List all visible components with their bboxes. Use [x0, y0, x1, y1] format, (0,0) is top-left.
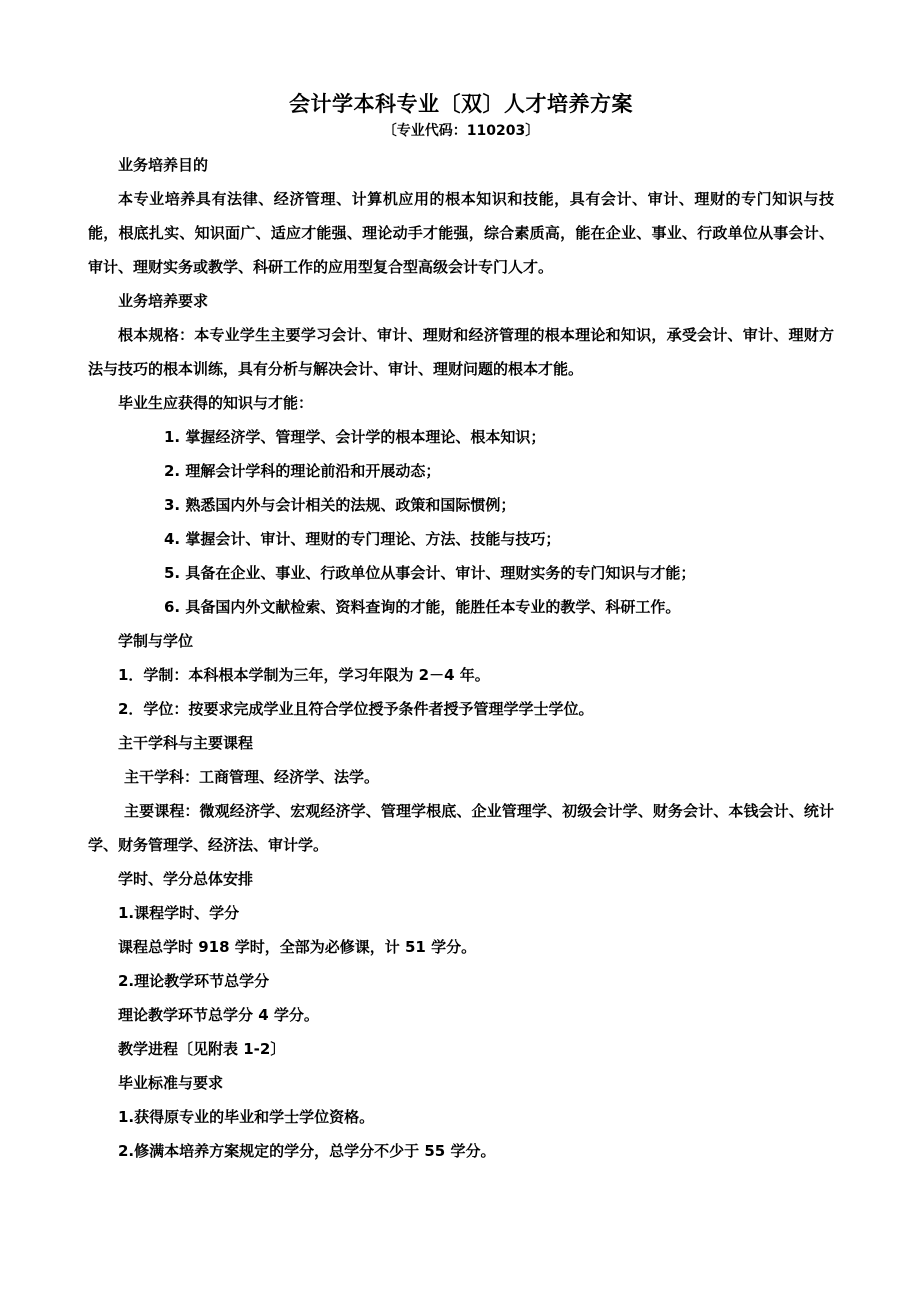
theory-credits-body: 理论教学环节总学分 4 学分。 — [118, 1006, 319, 1024]
list-item: 4. 掌握会计、审计、理财的专门理论、方法、技能与技巧； — [164, 530, 561, 548]
graduation-requirement-2: 2.修满本培养方案规定的学分，总学分不少于 55 学分。 — [118, 1142, 496, 1160]
degree-awarded: 2．学位：按要求完成学业且符合学位授予条件者授予管理学学士学位。 — [118, 700, 594, 718]
basic-specification-body: 根本规格：本专业学生主要学习会计、审计、理财和经济管理的根本理论和知识，承受会计、审计、理财方法与技巧的根本训练，具有分析与解决会计、审计、理财问题的根本才能。 — [88, 326, 834, 378]
graduate-abilities-list — [88, 420, 834, 624]
main-courses: 主要课程：微观经济学、宏观经济学、管理学根底、企业管理学、初级会计学、财务会计、本钱会计、统计学、财务管理学、经济法、审计学。 — [88, 802, 834, 854]
section-heading-schooling-degree: 学制与学位 — [118, 632, 194, 650]
course-hours-heading: 1.课程学时、学分 — [118, 904, 240, 922]
schooling-length: 1．学制：本科根本学制为三年，学习年限为 2－4 年。 — [118, 666, 490, 684]
section-heading-disciplines-courses: 主干学科与主要课程 — [118, 734, 254, 752]
theory-credits-heading: 2.理论教学环节总学分 — [118, 972, 270, 990]
section-heading-training-requirements: 业务培养要求 — [118, 292, 209, 310]
document-page — [88, 88, 834, 1168]
section-heading-credits-arrangement: 学时、学分总体安排 — [118, 870, 254, 888]
course-hours-body: 课程总学时 918 学时，全部为必修课，计 51 学分。 — [118, 938, 477, 956]
list-item: 1. 掌握经济学、管理学、会计学的根本理论、根本知识； — [164, 428, 546, 446]
section-heading-training-objective: 业务培养目的 — [118, 156, 209, 174]
graduate-abilities-intro: 毕业生应获得的知识与才能： — [118, 394, 314, 412]
list-item: 6. 具备国内外文献检索、资料查询的才能，能胜任本专业的教学、科研工作。 — [164, 598, 681, 616]
list-item: 5. 具备在企业、事业、行政单位从事会计、审计、理财实务的专门知识与才能； — [164, 564, 696, 582]
section-heading-graduation-requirements: 毕业标准与要求 — [118, 1074, 224, 1092]
graduation-requirement-1: 1.获得原专业的毕业和学士学位资格。 — [118, 1108, 375, 1126]
section-heading-teaching-schedule: 教学进程〔见附表 1-2〕 — [118, 1040, 286, 1058]
main-disciplines: 主干学科：工商管理、经济学、法学。 — [124, 768, 380, 786]
list-item: 2. 理解会计学科的理论前沿和开展动态； — [164, 462, 441, 480]
document-title: 会计学本科专业〔双〕人才培养方案 — [289, 92, 633, 116]
list-item: 3. 熟悉国内外与会计相关的法规、政策和国际惯例； — [164, 496, 516, 514]
major-code: 〔专业代码：110203〕 — [382, 123, 540, 139]
training-objective-body: 本专业培养具有法律、经济管理、计算机应用的根本知识和技能，具有会计、审计、理财的专门知识与技能，根底扎实、知识面广、适应才能强、理论动手才能强，综合素质高，能在企业、事业、行政单位从事会计、审计、理财实务或教学、科研工作的应用型复合型高级会计专门人才。 — [88, 190, 834, 276]
